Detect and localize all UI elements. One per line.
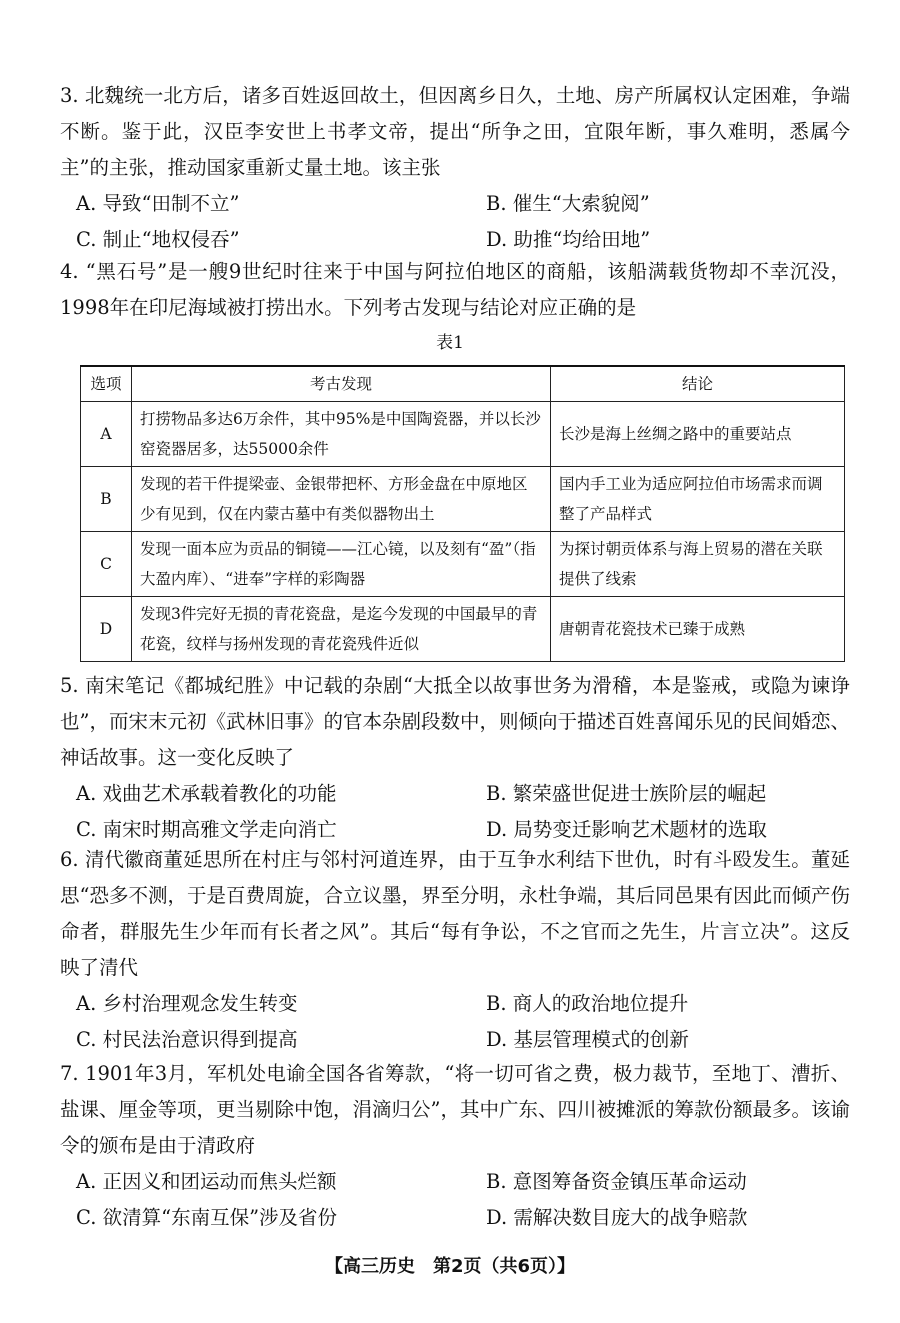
row-option: A <box>81 402 132 467</box>
header-finding: 考古发现 <box>132 366 551 402</box>
question-7-option-d[interactable]: D. 需解决数目庞大的战争赔款 <box>486 1206 748 1229</box>
question-3-option-b[interactable]: B. 催生“大索貌阅” <box>486 192 650 215</box>
row-finding: 发现一面本应为贡品的铜镜——江心镜，以及刻有“盈”（指大盈内库）、“进奉”字样的彩陶器 <box>132 532 551 597</box>
question-5-options <box>76 776 850 848</box>
question-3-options <box>76 186 850 258</box>
page-footer: 【高三历史 第2页（共6页）】 <box>324 1256 576 1277</box>
archaeology-table <box>80 365 845 662</box>
header-option: 选项 <box>81 366 132 402</box>
question-7 <box>60 1056 850 1236</box>
question-7-stem: 7. 1901年3月，军机处电谕全国各省筹款，“将一切可省之费，极力裁节，至地丁、漕折、盐课、厘金等项，更当剔除中饱，涓滴归公”，其中广东、四川被摊派的筹款份额最多。该谕令的颁布是由于清政府 <box>60 1062 850 1157</box>
question-5-option-c[interactable]: C. 南宋时期高雅文学走向消亡 <box>76 818 337 841</box>
row-option: C <box>81 532 132 597</box>
row-finding: 发现3件完好无损的青花瓷盘，是迄今发现的中国最早的青花瓷，纹样与扬州发现的青花瓷残件近似 <box>132 597 551 662</box>
question-4-stem: 4. “黑石号”是一艘9世纪时往来于中国与阿拉伯地区的商船，该船满载货物却不幸沉没，1998年在印尼海域被打捞出水。下列考古发现与结论对应正确的是 <box>60 260 850 319</box>
row-conclusion: 唐朝青花瓷技术已臻于成熟 <box>551 597 845 662</box>
table-row <box>81 402 845 467</box>
question-5-stem: 5. 南宋笔记《都城纪胜》中记载的杂剧“大抵全以故事世务为滑稽，本是鉴戒，或隐为谏诤也”，而宋末元初《武林旧事》的官本杂剧段数中，则倾向于描述百姓喜闻乐见的民间婚恋、神话故事。这一变化反映了 <box>60 674 850 769</box>
question-6-option-b[interactable]: B. 商人的政治地位提升 <box>486 992 689 1015</box>
question-5 <box>60 668 850 848</box>
question-7-option-a[interactable]: A. 正因义和团运动而焦头烂额 <box>76 1170 337 1193</box>
header-conclusion: 结论 <box>551 366 845 402</box>
question-3-option-d[interactable]: D. 助推“均给田地” <box>486 228 651 251</box>
question-6-option-c[interactable]: C. 村民法治意识得到提高 <box>76 1028 298 1051</box>
table-row <box>81 467 845 532</box>
question-6 <box>60 842 850 1058</box>
row-conclusion: 国内手工业为适应阿拉伯市场需求而调整了产品样式 <box>551 467 845 532</box>
row-finding: 发现的若干件提梁壶、金银带把杯、方形金盘在中原地区少有见到，仅在内蒙古墓中有类似器物出土 <box>132 467 551 532</box>
row-conclusion: 长沙是海上丝绸之路中的重要站点 <box>551 402 845 467</box>
question-5-option-d[interactable]: D. 局势变迁影响艺术题材的选取 <box>486 818 767 841</box>
table-header-row <box>81 366 845 402</box>
row-finding: 打捞物品多达6万余件，其中95%是中国陶瓷器，并以长沙窑瓷器居多，达55000余件 <box>132 402 551 467</box>
row-option: B <box>81 467 132 532</box>
question-3 <box>60 78 850 258</box>
question-5-option-b[interactable]: B. 繁荣盛世促进士族阶层的崛起 <box>486 782 767 805</box>
table-row <box>81 597 845 662</box>
row-option: D <box>81 597 132 662</box>
question-3-stem: 3. 北魏统一北方后，诸多百姓返回故土，但因离乡日久，土地、房产所属权认定困难，争端不断。鉴于此，汉臣李安世上书孝文帝，提出“所争之田，宜限年断，事久难明，悉属今主”的主张，推动国家重新丈量土地。该主张 <box>60 84 850 179</box>
question-6-options <box>76 986 850 1058</box>
table-caption: 表1 <box>436 333 464 353</box>
question-3-option-a[interactable]: A. 导致“田制不立” <box>76 192 240 215</box>
question-4 <box>60 254 850 326</box>
table-row <box>81 532 845 597</box>
question-6-stem: 6. 清代徽商董延思所在村庄与邻村河道连界，由于互争水利结下世仇，时有斗殴发生。董延思“恐多不测，于是百费周旋，合立议墨，界至分明，永杜争端，其后同邑果有因此而倾产伤命者，群服先生少年而有长者之风”。其后“每有争讼，不之官而之先生，片言立决”。这反映了清代 <box>60 848 850 979</box>
question-3-option-c[interactable]: C. 制止“地权侵吞” <box>76 228 240 251</box>
question-7-option-c[interactable]: C. 欲清算“东南互保”涉及省份 <box>76 1206 338 1229</box>
question-7-options <box>76 1164 850 1236</box>
question-5-option-a[interactable]: A. 戏曲艺术承载着教化的功能 <box>76 782 337 805</box>
question-6-option-d[interactable]: D. 基层管理模式的创新 <box>486 1028 689 1051</box>
question-7-option-b[interactable]: B. 意图筹备资金镇压革命运动 <box>486 1170 747 1193</box>
row-conclusion: 为探讨朝贡体系与海上贸易的潜在关联提供了线索 <box>551 532 845 597</box>
question-6-option-a[interactable]: A. 乡村治理观念发生转变 <box>76 992 298 1015</box>
